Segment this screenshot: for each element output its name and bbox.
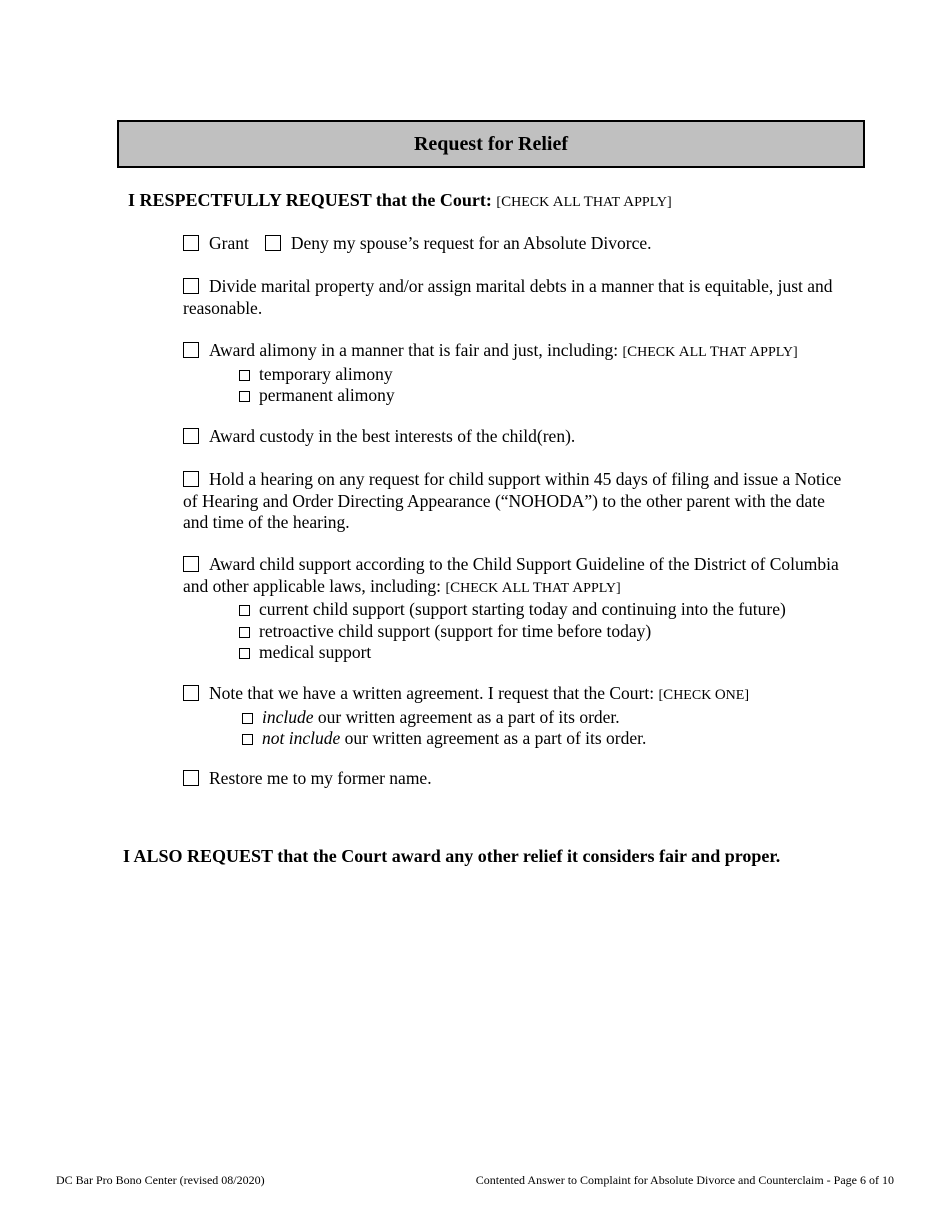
name-restore-item <box>183 768 853 790</box>
intro-lead: I RESPECTFULLY REQUEST that the Court: <box>128 190 492 210</box>
hearing-checkbox[interactable] <box>183 471 199 487</box>
section-title: Request for Relief <box>413 132 569 155</box>
agreement-text: Note that we have a written agreement. I request that the Court: <box>209 683 655 703</box>
child-support-checkbox[interactable] <box>183 556 199 572</box>
alimony-option: permanent alimony <box>183 385 853 407</box>
child-support-request-item <box>183 554 853 664</box>
alimony-checkbox[interactable] <box>183 342 199 358</box>
hearing-text: Hold a hearing on any request for child support within 45 days of filing and issue a Notice of Hearing and Order Directing Appearance (“NOHODA”) to the other parent with the date and time of the hearing. <box>183 469 842 532</box>
custody-text: Award custody in the best interests of the child(ren). <box>209 426 576 446</box>
temporary-alimony-checkbox[interactable] <box>239 370 250 381</box>
divorce-request-item <box>183 233 853 255</box>
alimony-text: Award alimony in a manner that is fair and just, including: <box>209 340 619 360</box>
grant-checkbox[interactable] <box>183 235 199 251</box>
agreement-note: [CHECK ONE] <box>658 687 749 703</box>
property-text: Divide marital property and/or assign marital debts in a manner that is equitable, just and reasonable. <box>183 276 833 318</box>
hearing-request-item <box>183 469 853 534</box>
child-support-option: medical support <box>183 642 853 664</box>
agreement-checkbox[interactable] <box>183 685 199 701</box>
child-support-text: Award child support according to the Child Support Guideline of the District of Columbia and other applicable laws, including: <box>183 554 839 596</box>
current-support-checkbox[interactable] <box>239 605 250 616</box>
alimony-note: [CHECK ALL THAT APPLY] <box>622 344 798 360</box>
name-restore-text: Restore me to my former name. <box>209 768 432 788</box>
intro-note: [CHECK ALL THAT APPLY] <box>496 194 672 210</box>
agreement-option: include our written agreement as a part of its order. <box>183 707 853 729</box>
deny-checkbox[interactable] <box>265 235 281 251</box>
name-restore-checkbox[interactable] <box>183 770 199 786</box>
agreement-option: not include our written agreement as a part of its order. <box>183 728 853 750</box>
also-request: I ALSO REQUEST that the Court award any other relief it considers fair and proper. <box>123 846 781 866</box>
custody-checkbox[interactable] <box>183 428 199 444</box>
request-intro <box>128 190 672 211</box>
permanent-alimony-checkbox[interactable] <box>239 391 250 402</box>
property-checkbox[interactable] <box>183 278 199 294</box>
section-header <box>117 120 865 168</box>
not-include-agreement-checkbox[interactable] <box>242 734 253 745</box>
include-agreement-checkbox[interactable] <box>242 713 253 724</box>
child-support-note: [CHECK ALL THAT APPLY] <box>445 579 621 596</box>
footer-right: Contented Answer to Complaint for Absolute Divorce and Counterclaim - Page 6 of 10 <box>475 1173 894 1187</box>
child-support-option: retroactive child support (support for time before today) <box>183 621 853 643</box>
agreement-request-item <box>183 683 853 750</box>
footer-left: DC Bar Pro Bono Center (revised 08/2020) <box>56 1173 265 1187</box>
child-support-option: current child support (support starting today and continuing into the future) <box>183 599 853 621</box>
property-request-item <box>183 276 853 319</box>
alimony-request-item <box>183 340 853 407</box>
custody-request-item <box>183 426 853 448</box>
deny-label: Deny my spouse’s request for an Absolute Divorce. <box>290 233 652 253</box>
alimony-option: temporary alimony <box>183 364 853 386</box>
medical-support-checkbox[interactable] <box>239 648 250 659</box>
retroactive-support-checkbox[interactable] <box>239 627 250 638</box>
grant-label: Grant <box>209 233 249 253</box>
